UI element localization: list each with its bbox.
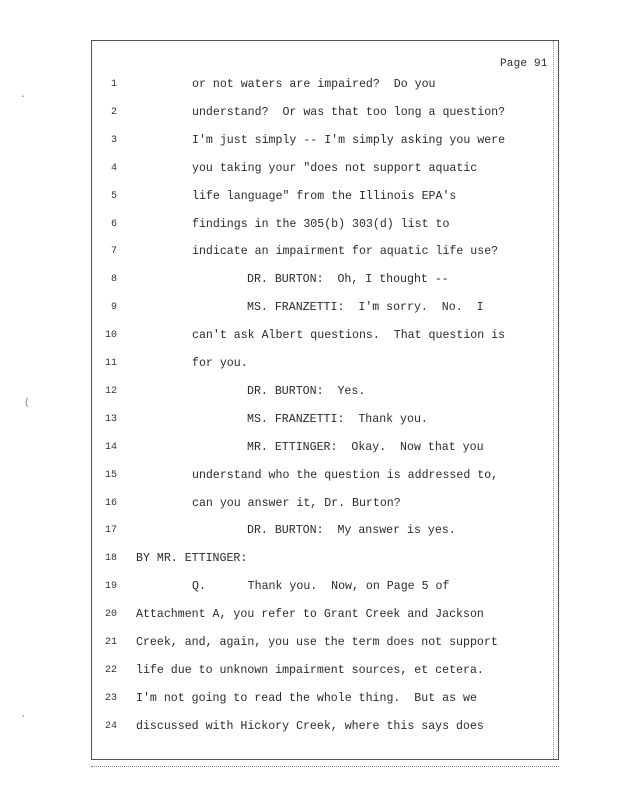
line-text: Q. Thank you. Now, on Page 5 of xyxy=(192,580,450,594)
line-number: 2 xyxy=(110,106,117,118)
transcript-line xyxy=(0,326,618,346)
transcript-line xyxy=(0,382,618,402)
line-number: 4 xyxy=(110,162,117,174)
transcript-line xyxy=(0,410,618,430)
line-text: life due to unknown impairment sources, et cetera. xyxy=(136,663,484,677)
transcript-line xyxy=(0,577,618,597)
transcript-line xyxy=(0,270,618,290)
margin-mark-bottom: · xyxy=(20,712,27,723)
margin-mark-middle: ( xyxy=(24,398,31,409)
line-number: 3 xyxy=(110,134,117,146)
transcript-line xyxy=(0,438,618,458)
line-text: understand? Or was that too long a question? xyxy=(192,105,506,119)
line-text: DR. BURTON: My answer is yes. xyxy=(247,524,456,538)
line-number: 20 xyxy=(104,609,117,621)
line-text: understand who the question is addressed to, xyxy=(192,468,499,482)
line-number: 1 xyxy=(110,79,117,90)
line-text: you taking your "does not support aquatic xyxy=(192,161,478,175)
line-text: for you. xyxy=(192,357,248,370)
transcript-line xyxy=(0,215,618,235)
line-number: 11 xyxy=(104,358,117,369)
line-number: 18 xyxy=(104,553,117,565)
line-text: Creek, and, again, you use the term does not support xyxy=(136,636,498,649)
transcript-line xyxy=(0,159,618,179)
line-number: 13 xyxy=(104,413,117,425)
transcript-line xyxy=(0,661,618,681)
line-text: MS. FRANZETTI: Thank you. xyxy=(247,412,428,426)
line-text: MS. FRANZETTI: I'm sorry. No. I xyxy=(247,301,484,315)
line-text: indicate an impairment for aquatic life use? xyxy=(192,245,499,259)
line-number: 24 xyxy=(104,720,117,732)
line-number: 6 xyxy=(110,218,117,230)
transcript-line xyxy=(0,717,618,737)
line-number: 5 xyxy=(110,190,117,202)
line-number: 12 xyxy=(104,385,117,397)
transcript-line xyxy=(0,103,618,123)
transcript-line xyxy=(0,131,618,151)
line-number: 10 xyxy=(104,330,117,342)
line-text: Attachment A, you refer to Grant Creek and Jackson xyxy=(136,608,484,622)
page-number-label: Page 91 xyxy=(500,58,548,70)
line-text: MR. ETTINGER: Okay. Now that you xyxy=(247,440,484,454)
transcript-line xyxy=(0,549,618,569)
line-number: 9 xyxy=(110,302,117,314)
line-text: can you answer it, Dr. Burton? xyxy=(192,496,401,510)
line-text: DR. BURTON: Yes. xyxy=(247,384,366,398)
line-number: 14 xyxy=(104,441,117,453)
margin-mark-top: · xyxy=(20,92,27,103)
line-number: 23 xyxy=(104,692,117,704)
line-number: 15 xyxy=(104,469,117,481)
line-number: 19 xyxy=(104,581,117,593)
line-number: 22 xyxy=(104,664,117,676)
transcript-line xyxy=(0,75,618,95)
line-text: BY MR. ETTINGER: xyxy=(136,552,248,566)
line-number: 7 xyxy=(110,246,117,258)
transcript-line xyxy=(0,242,618,262)
transcript-line xyxy=(0,689,618,709)
transcript-line xyxy=(0,354,618,374)
transcript-line xyxy=(0,187,618,207)
transcript-line xyxy=(0,466,618,486)
transcript-line xyxy=(0,494,618,514)
bottom-rule xyxy=(91,766,559,767)
line-number: 16 xyxy=(104,497,117,509)
line-text: discussed with Hickory Creek, where this says does xyxy=(136,719,484,733)
line-text: life language" from the Illinois EPA's xyxy=(192,189,457,203)
line-text: or not waters are impaired? Do you xyxy=(192,78,436,91)
line-text: I'm not going to read the whole thing. But as we xyxy=(136,691,477,705)
line-text: findings in the 305(b) 303(d) list to xyxy=(192,217,450,231)
transcript-line xyxy=(0,521,618,541)
line-text: DR. BURTON: Oh, I thought -- xyxy=(247,273,449,287)
transcript-line xyxy=(0,298,618,318)
transcript-line xyxy=(0,633,618,653)
transcript-line xyxy=(0,605,618,625)
line-number: 8 xyxy=(110,274,117,286)
line-number: 21 xyxy=(104,637,117,648)
line-number: 17 xyxy=(104,525,117,537)
line-text: can't ask Albert questions. That question is xyxy=(192,329,506,343)
line-text: I'm just simply -- I'm simply asking you were xyxy=(192,133,506,147)
